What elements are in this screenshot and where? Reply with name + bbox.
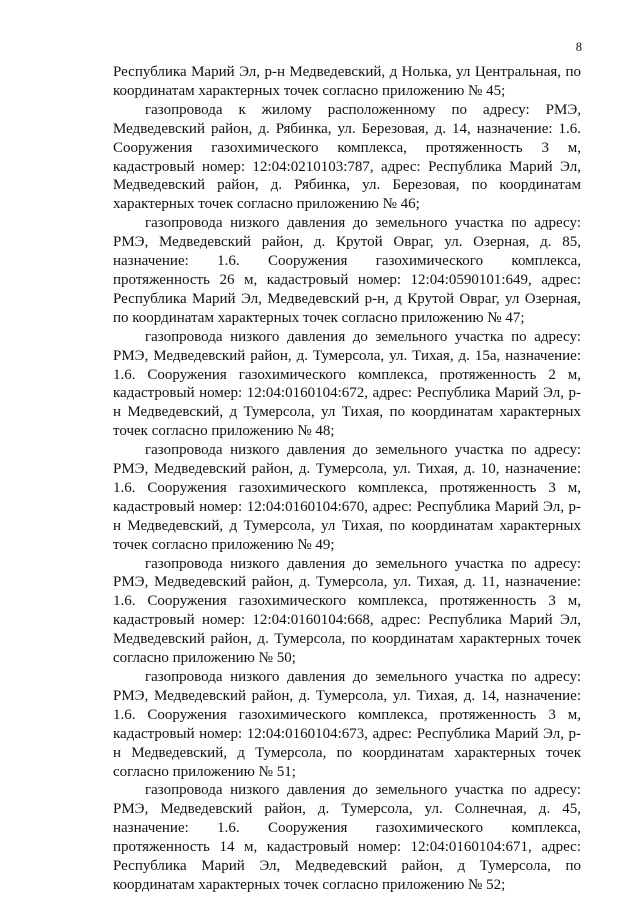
paragraph-appendix-51: газопровода низкого давления до земельного участка по адресу: РМЭ, Медведевский район, д. Тумерсола, ул. Тихая, д. 14, назначение: 1.6. Сооружения газохимического комплекса, протяженность 3 м, кадастровый номер: 12:04:0160104:673, адрес: Республика Марий Эл, р-н Медведевский, д Тумерсола, по координатам характерных точек согласно приложению № 51; [113, 669, 581, 780]
paragraph-appendix-47: газопровода низкого давления до земельного участка по адресу: РМЭ, Медведевский район, д. Крутой Овраг, ул. Озерная, д. 85, назначение: 1.6. Сооружения газохимического комплекса, протяженность 26 м, кадастровый номер: 12:04:0590101:649, адрес: Республика Марий Эл, Медведевский р-н, д Крутой Овраг, ул Озерная, по координатам характерных точек согласно приложению № 47; [113, 215, 581, 326]
paragraph-appendix-50: газопровода низкого давления до земельного участка по адресу: РМЭ, Медведевский район, д. Тумерсола, ул. Тихая, д. 11, назначение: 1.6. Сооружения газохимического комплекса, протяженность 3 м, кадастровый номер: 12:04:0160104:668, адрес: Республика Марий Эл, Медведевский район, д. Тумерсола, по координатам характерных точек согласно приложению № 50; [113, 555, 581, 667]
paragraph-appendix-48: газопровода низкого давления до земельного участка по адресу: РМЭ, Медведевский район, д. Тумерсола, ул. Тихая, д. 15а, назначение: 1.6. Сооружения газохимического комплекса, протяженность 2 м, кадастровый номер: 12:04:0160104:672, адрес: Республика Марий Эл, р-н Медведевский, д Тумерсола, ул Тихая, по координатам характерных точек согласно приложению № 48; [113, 328, 581, 440]
document-body [113, 63, 581, 895]
paragraph-appendix-45: Республика Марий Эл, р-н Медведевский, д Нолька, ул Центральная, по координатам характерных точек согласно приложению № 45; [113, 64, 581, 99]
paragraph-appendix-49: газопровода низкого давления до земельного участка по адресу: РМЭ, Медведевский район, д. Тумерсола, ул. Тихая, д. 10, назначение: 1.6. Сооружения газохимического комплекса, протяженность 3 м, кадастровый номер: 12:04:0160104:670, адрес: Республика Марий Эл, р-н Медведевский, д Тумерсола, ул Тихая, по координатам характерных точек согласно приложению № 49; [113, 442, 581, 553]
page-number: 8 [575, 40, 582, 54]
paragraph-appendix-46: газопровода к жилому расположенному по адресу: РМЭ, Медведевский район, д. Рябинка, ул. Березовая, д. 14, назначение: 1.6. Сооружения газохимического комплекса, протяженность 3 м, кадастровый номер: 12:04:0210103:787, адрес: Республика Марий Эл, Медведевский район, д. Рябинка, ул. Березовая, по координатам характерных точек согласно приложению № 46; [113, 101, 581, 213]
paragraph-appendix-52: газопровода низкого давления до земельного участка по адресу: РМЭ, Медведевский район, д. Тумерсола, ул. Солнечная, д. 45, назначение: 1.6. Сооружения газохимического комплекса, протяженность 14 м, кадастровый номер: 12:04:0160104:671, адрес: Республика Марий Эл, Медведевский район, д Тумерсола, по координатам характерных точек согласно приложению № 52; [113, 782, 581, 893]
